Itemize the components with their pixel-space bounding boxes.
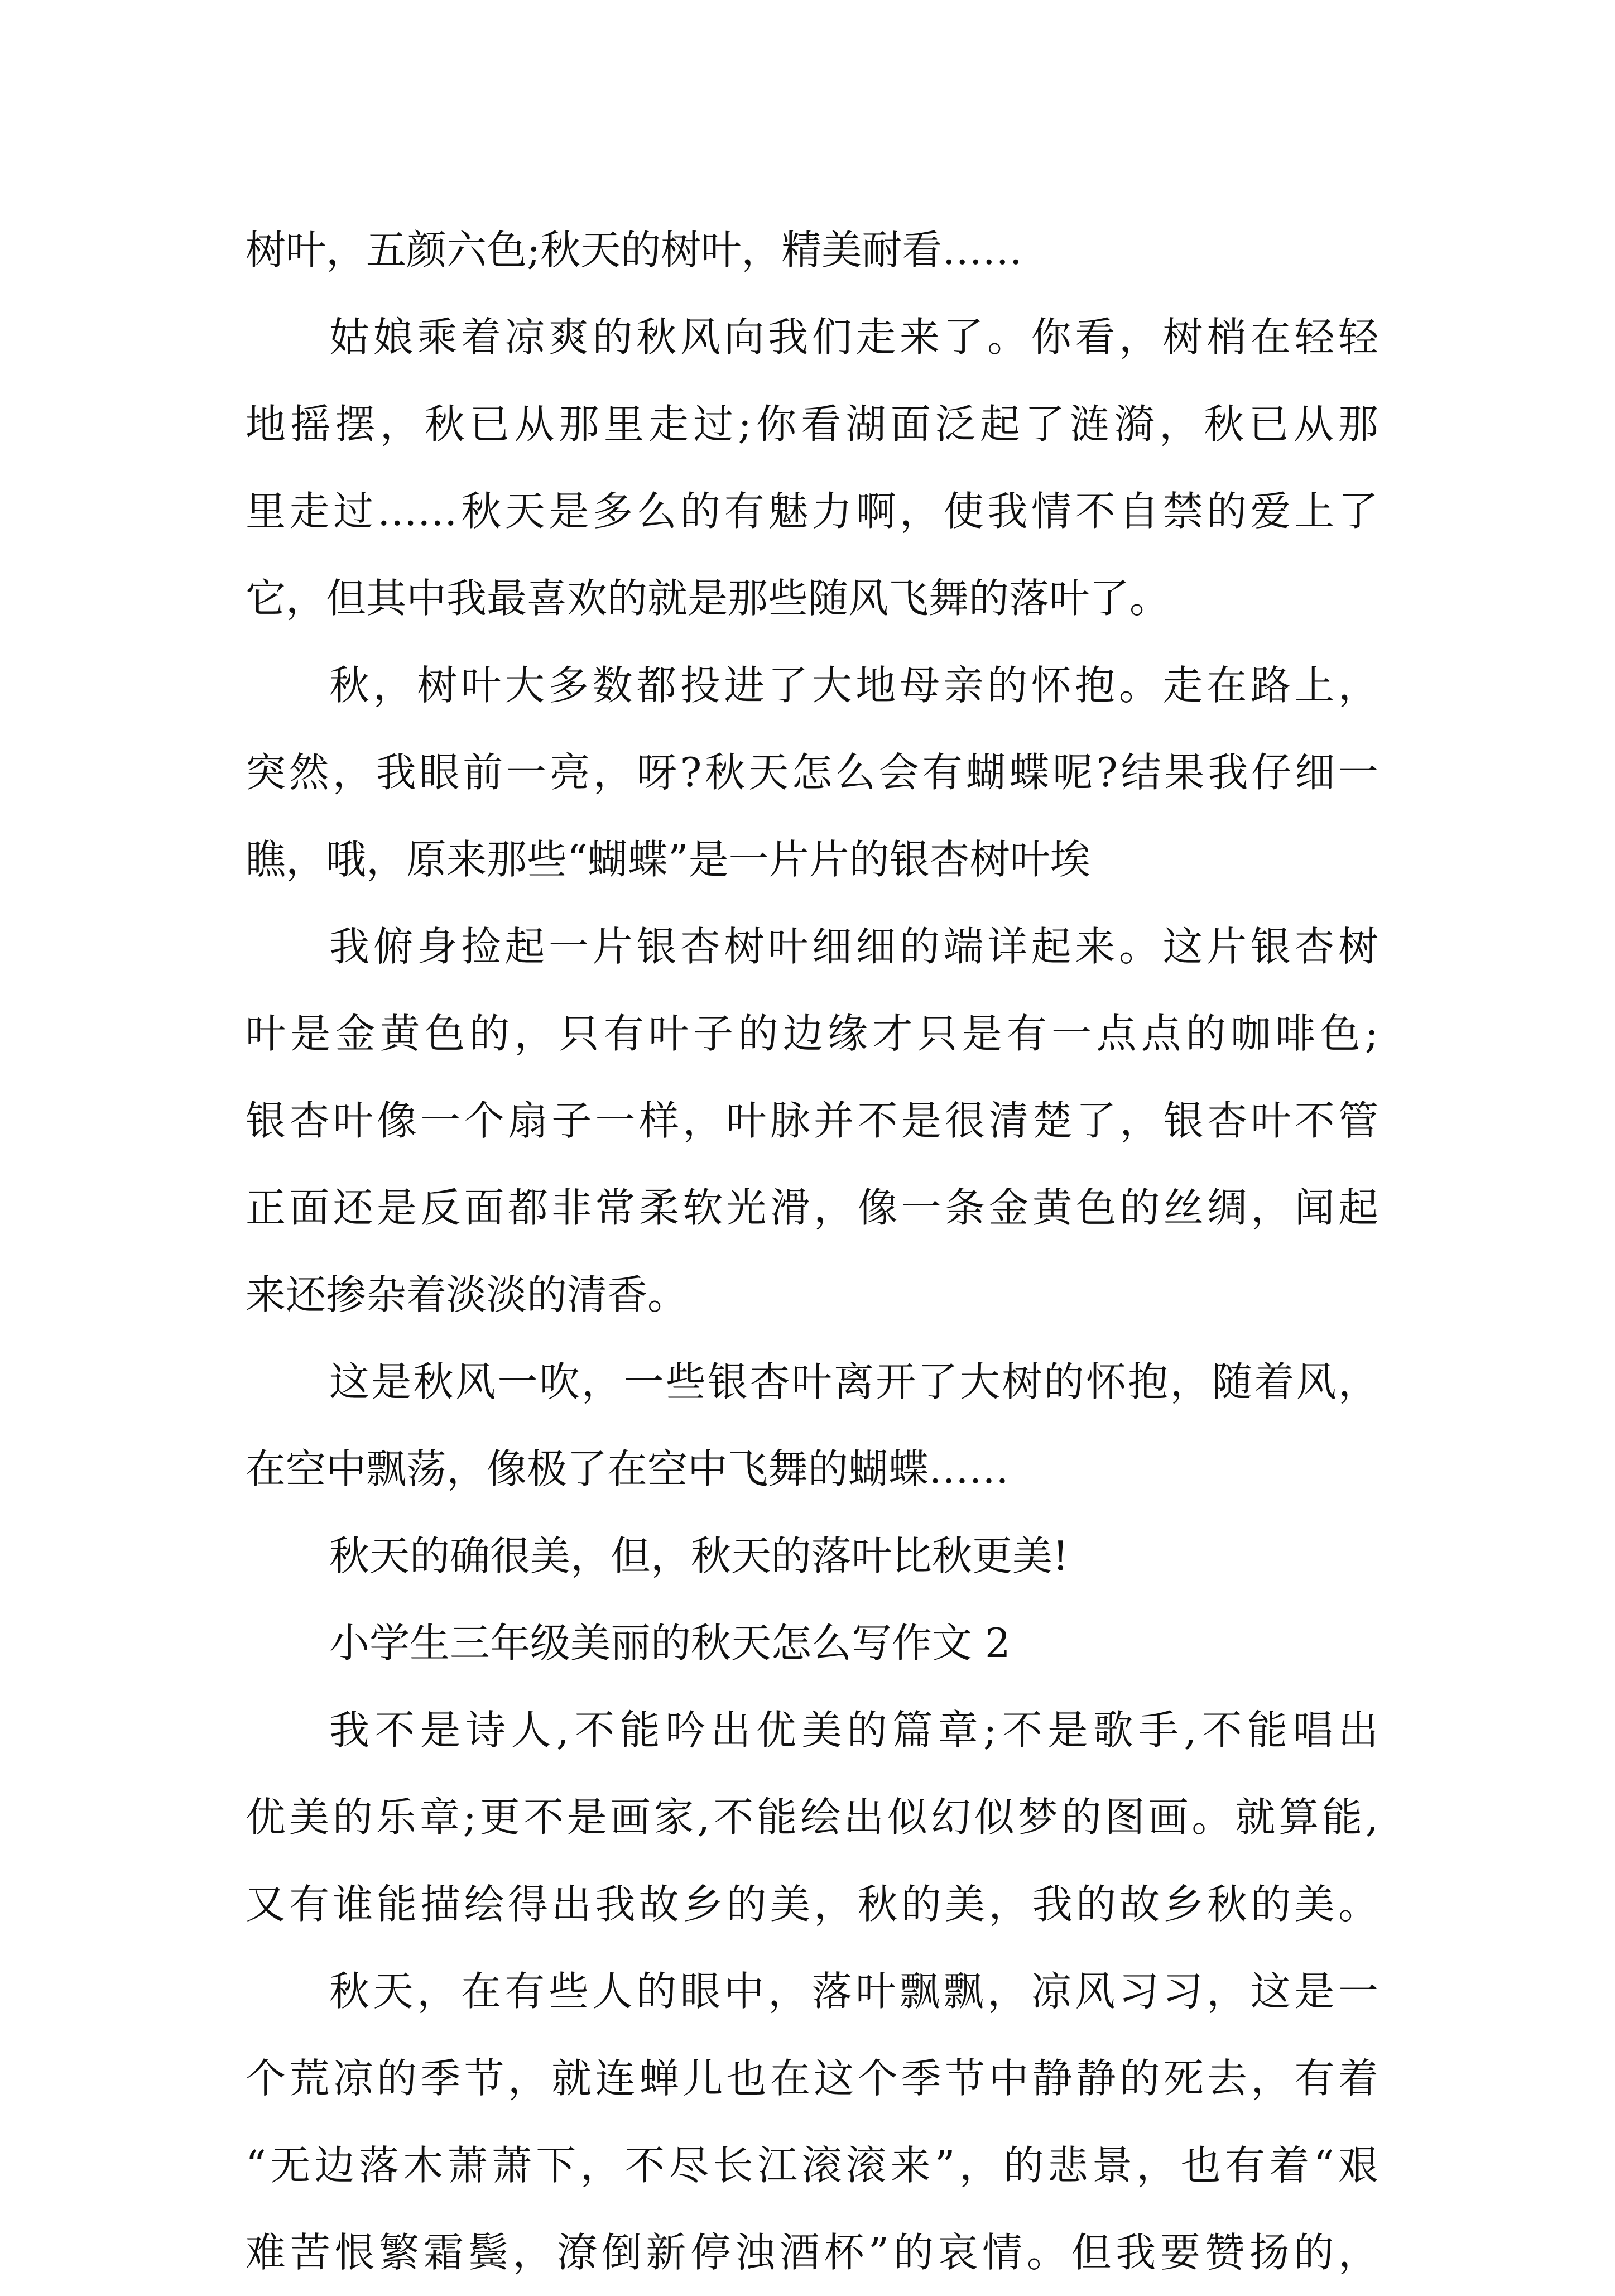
text-line: 树叶，五颜六色;秋天的树叶，精美耐看…… [246,227,1023,273]
text-line: 来还掺杂着淡淡的清香。 [246,1271,688,1318]
text-line: 我不是诗人,不能吟出优美的篇章;不是歌手,不能唱出 [329,1707,1378,1754]
text-line: 姑娘乘着凉爽的秋风向我们走来了。你看，树梢在轻轻 [329,314,1378,361]
text-line: 突然，我眼前一亮，呀?秋天怎么会有蝴蝶呢?结果我仔细一 [246,749,1378,796]
text-line: 这是秋风一吹，一些银杏叶离开了大树的怀抱，随着风， [329,1358,1378,1405]
text-line: 秋天，在有些人的眼中，落叶飘飘，凉风习习，这是一 [329,1968,1378,2015]
text-line: 秋，树叶大多数都投进了大地母亲的怀抱。走在路上， [329,662,1378,709]
text-line: 个荒凉的季节，就连蝉儿也在这个季节中静静的死去，有着 [246,2055,1378,2102]
text-line: 里走过……秋天是多么的有魅力啊，使我情不自禁的爱上了 [246,488,1378,535]
text-line: 正面还是反面都非常柔软光滑，像一条金黄色的丝绸，闻起 [246,1184,1378,1231]
text-line: 地摇摆，秋已从那里走过;你看湖面泛起了涟漪，秋已从那 [246,401,1378,448]
text-line: 优美的乐章;更不是画家,不能绘出似幻似梦的图画。就算能, [246,1794,1378,1841]
text-line: 叶是金黄色的，只有叶子的边缘才只是有一点点的咖啡色; [246,1010,1378,1057]
text-line: 我俯身捡起一片银杏树叶细细的端详起来。这片银杏树 [329,923,1378,970]
text-line: 又有谁能描绘得出我故乡的美，秋的美，我的故乡秋的美。 [246,1881,1378,1928]
section-heading: 小学生三年级美丽的秋天怎么写作文 2 [329,1620,1011,1666]
text-line: 难苦恨繁霜鬓，潦倒新停浊酒杯”的哀情。但我要赞扬的， [246,2229,1378,2276]
text-line: 在空中飘荡，像极了在空中飞舞的蝴蝶…… [246,1445,1010,1492]
text-line: 秋天的确很美，但，秋天的落叶比秋更美! [329,1533,1069,1579]
text-line: 瞧，哦，原来那些“蝴蝶”是一片片的银杏树叶埃 [246,836,1090,883]
text-line: 它，但其中我最喜欢的就是那些随风飞舞的落叶了。 [246,575,1170,622]
text-line: “无边落木萧萧下，不尽长江滚滚来”，的悲景，也有着“艰 [246,2142,1378,2189]
essay-body [246,206,1378,2296]
text-line: 银杏叶像一个扇子一样，叶脉并不是很清楚了，银杏叶不管 [246,1097,1378,1144]
